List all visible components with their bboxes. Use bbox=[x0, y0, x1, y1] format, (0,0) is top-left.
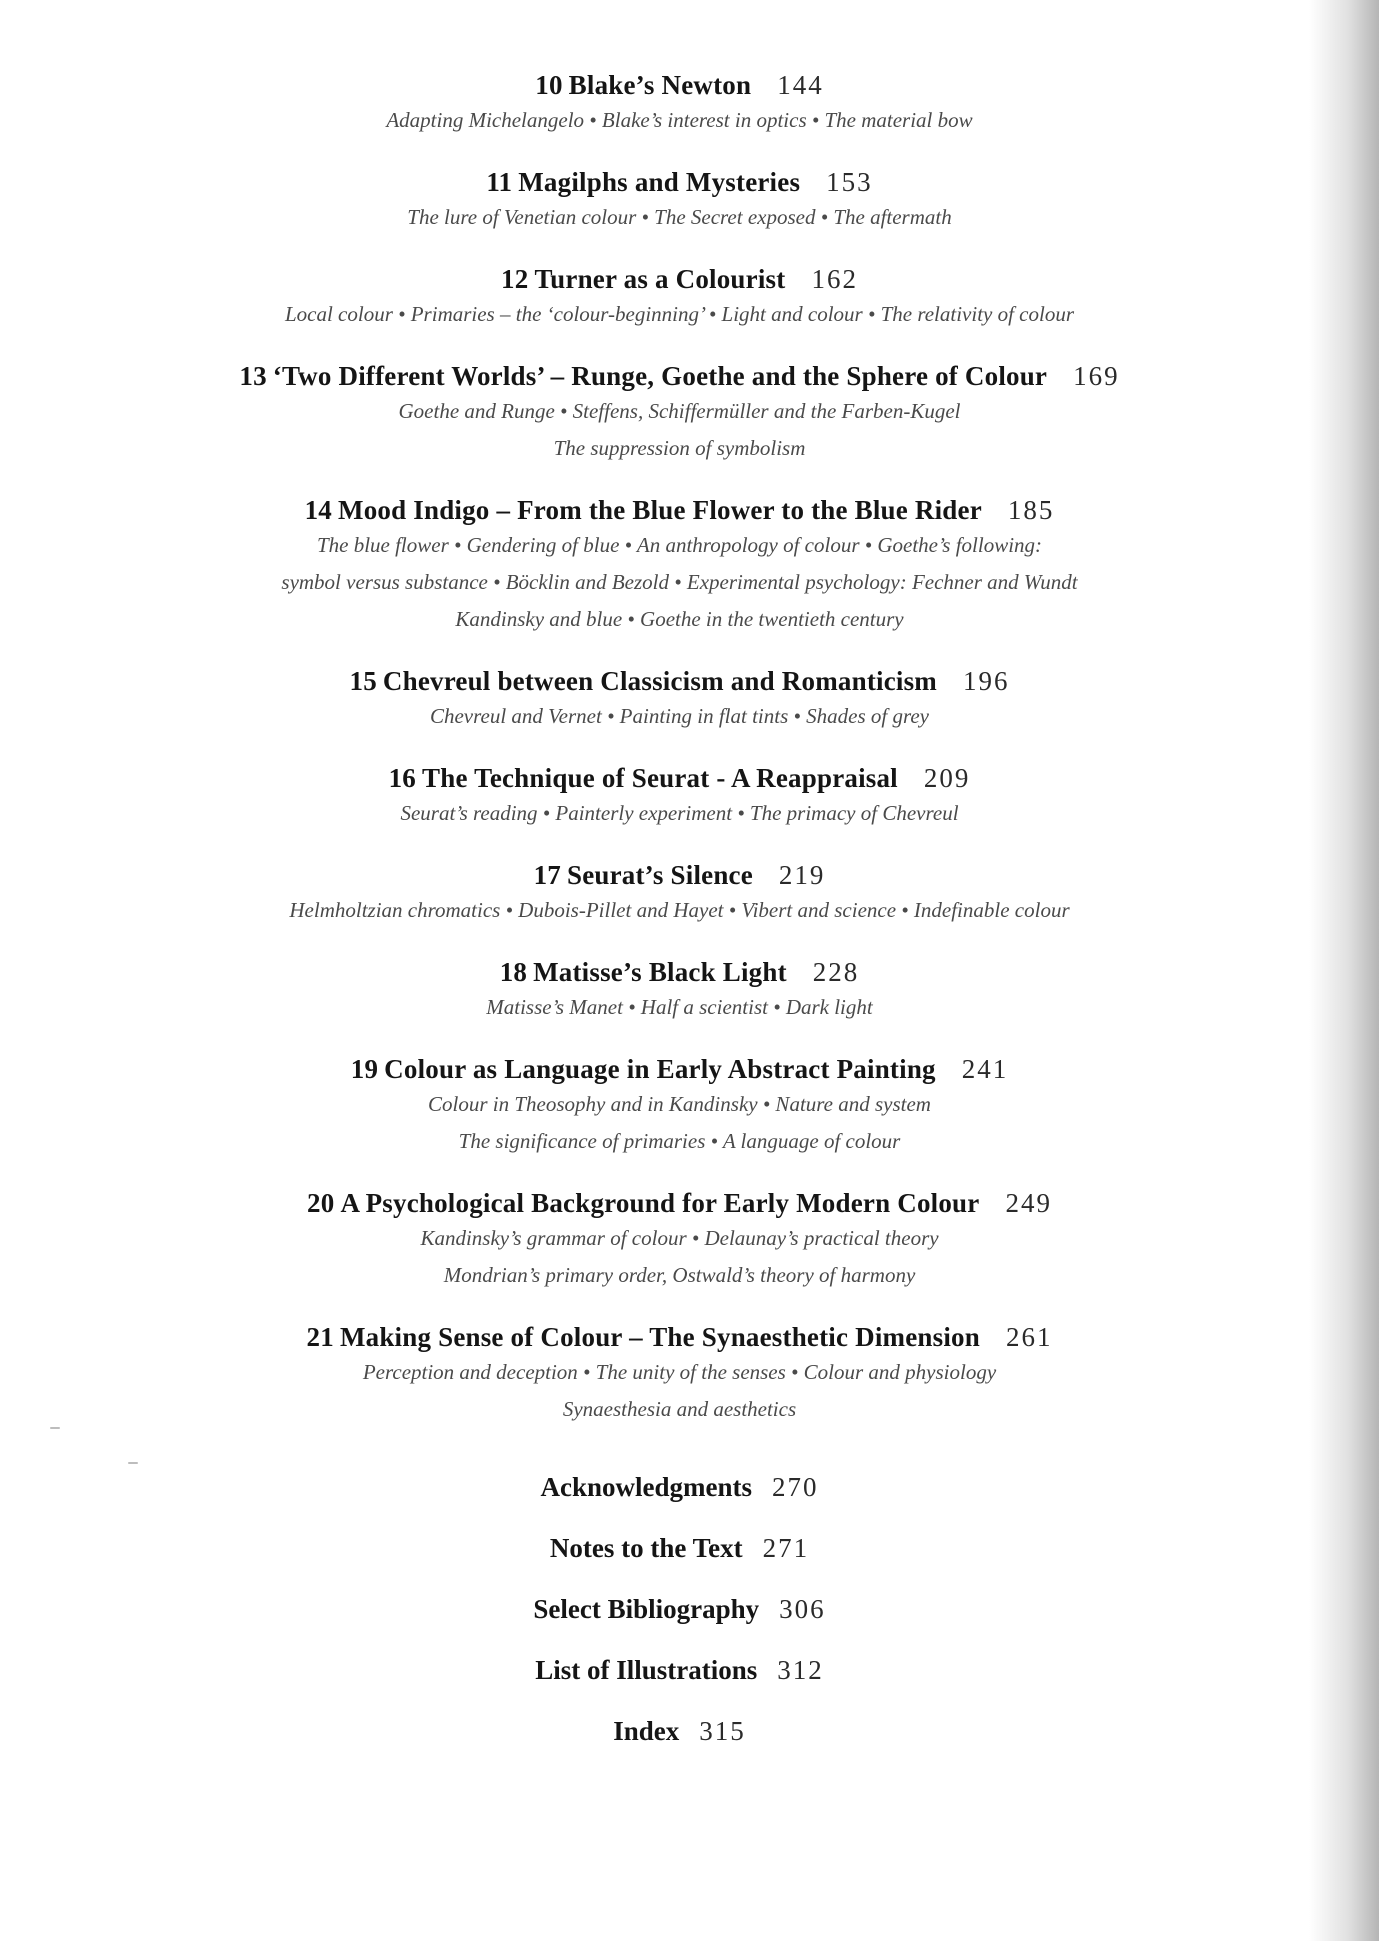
chapter-subtopics: The lure of Venetian colour • The Secret exposed • The aftermath bbox=[407, 205, 952, 229]
back-matter-title: List of Illustrations bbox=[535, 1655, 758, 1685]
chapter-heading bbox=[0, 1052, 1359, 1086]
chapter-title: Colour as Language in Early Abstract Painting bbox=[384, 1054, 936, 1084]
chapter-number: 17 bbox=[533, 860, 561, 890]
page-number: 315 bbox=[699, 1716, 746, 1746]
toc-entry bbox=[0, 359, 1359, 467]
page-number: 162 bbox=[811, 264, 858, 294]
chapter-number: 15 bbox=[349, 666, 377, 696]
chapter-heading bbox=[0, 493, 1359, 527]
chapter-heading bbox=[0, 1186, 1359, 1220]
chapter-number: 16 bbox=[388, 763, 417, 793]
chapter-title: Turner as a Colourist bbox=[534, 264, 786, 294]
chapter-heading bbox=[0, 858, 1359, 892]
chapter-number: 10 bbox=[535, 70, 563, 100]
page-number: 271 bbox=[762, 1533, 810, 1563]
chapter-subtopics: Colour in Theosophy and in Kandinsky • Nature and system bbox=[428, 1092, 931, 1116]
chapter-title: Blake’s Newton bbox=[568, 70, 752, 100]
chapter-subtopics: Helmholtzian chromatics • Dubois-Pillet and Hayet • Vibert and science • Indefinable colour bbox=[289, 898, 1070, 922]
chapter-title: Seurat’s Silence bbox=[566, 860, 753, 890]
chapter-subtopics: Seurat’s reading • Painterly experiment • The primacy of Chevreul bbox=[400, 801, 959, 825]
page-number: 219 bbox=[778, 860, 826, 890]
toc-entry bbox=[0, 761, 1359, 832]
chapter-subtopics: Synaesthesia and aesthetics bbox=[562, 1397, 797, 1421]
chapter-list bbox=[0, 68, 1359, 1428]
chapter-title: The Technique of Seurat - A Reappraisal bbox=[422, 763, 898, 793]
page-number: 306 bbox=[779, 1594, 826, 1624]
chapter-title: Chevreul between Classicism and Romanticism bbox=[382, 666, 937, 696]
chapter-number: 21 bbox=[306, 1322, 334, 1352]
back-matter-entry bbox=[0, 1470, 1359, 1504]
chapter-title: A Psychological Background for Early Modern Colour bbox=[340, 1188, 980, 1218]
back-matter-entry bbox=[0, 1714, 1359, 1748]
chapter-heading bbox=[0, 68, 1359, 102]
back-matter-title: Select Bibliography bbox=[533, 1594, 760, 1624]
chapter-title: ‘Two Different Worlds’ – Runge, Goethe and the Sphere of Colour bbox=[272, 361, 1048, 391]
chapter-heading bbox=[0, 955, 1359, 989]
chapter-number: 14 bbox=[304, 495, 333, 525]
toc-entry bbox=[0, 165, 1359, 236]
chapter-number: 12 bbox=[501, 264, 529, 294]
chapter-subtopics: Kandinsky and blue • Goethe in the twentieth century bbox=[455, 607, 904, 631]
chapter-subtopics: Chevreul and Vernet • Painting in flat tints • Shades of grey bbox=[429, 704, 929, 728]
back-matter-title: Notes to the Text bbox=[549, 1533, 743, 1563]
back-matter-entry bbox=[0, 1653, 1359, 1687]
page-number: 270 bbox=[772, 1472, 819, 1502]
back-matter-list bbox=[0, 1470, 1359, 1748]
toc-entry bbox=[0, 1052, 1359, 1160]
chapter-number: 11 bbox=[486, 167, 513, 197]
chapter-heading bbox=[0, 1320, 1359, 1354]
chapter-number: 13 bbox=[239, 361, 267, 391]
chapter-subtopics: symbol versus substance • Böcklin and Bezold • Experimental psychology: Fechner and Wundt bbox=[281, 570, 1078, 594]
chapter-heading bbox=[0, 165, 1359, 199]
chapter-subtopics: The suppression of symbolism bbox=[553, 436, 806, 460]
page-number: 261 bbox=[1005, 1322, 1053, 1352]
chapter-title: Magilphs and Mysteries bbox=[518, 167, 801, 197]
toc-entry bbox=[0, 664, 1359, 735]
page-number: 185 bbox=[1007, 495, 1055, 525]
page-number: 153 bbox=[826, 167, 873, 197]
page-number: 169 bbox=[1073, 361, 1120, 391]
chapter-subtopics: Matisse’s Manet • Half a scientist • Dark light bbox=[486, 995, 873, 1019]
chapter-title: Making Sense of Colour – The Synaesthetic Dimension bbox=[339, 1322, 980, 1352]
chapter-number: 20 bbox=[307, 1188, 335, 1218]
chapter-subtopics: The significance of primaries • A language of colour bbox=[458, 1129, 901, 1153]
toc-entry bbox=[0, 1320, 1359, 1428]
chapter-title: Mood Indigo – From the Blue Flower to the Blue Rider bbox=[338, 495, 982, 525]
chapter-subtopics: Kandinsky’s grammar of colour • Delaunay’s practical theory bbox=[420, 1226, 939, 1250]
chapter-subtopics: Local colour • Primaries – the ‘colour-beginning’ • Light and colour • The relativity of colour bbox=[284, 302, 1075, 326]
page-number: 249 bbox=[1005, 1188, 1052, 1218]
toc-entry bbox=[0, 1186, 1359, 1294]
chapter-title: Matisse’s Black Light bbox=[533, 957, 787, 987]
page-number: 312 bbox=[777, 1655, 824, 1685]
chapter-heading bbox=[0, 262, 1359, 296]
chapter-heading bbox=[0, 761, 1359, 795]
page-number: 228 bbox=[812, 957, 860, 987]
back-matter-title: Index bbox=[613, 1716, 680, 1746]
chapter-heading bbox=[0, 664, 1359, 698]
toc-entry bbox=[0, 858, 1359, 929]
toc-entry bbox=[0, 955, 1359, 1026]
toc-entry bbox=[0, 262, 1359, 333]
back-matter-title: Acknowledgments bbox=[540, 1472, 752, 1502]
chapter-subtopics: Goethe and Runge • Steffens, Schiffermüller and the Farben-Kugel bbox=[398, 399, 961, 423]
chapter-heading bbox=[0, 359, 1359, 393]
chapter-subtopics: Mondrian’s primary order, Ostwald’s theory of harmony bbox=[443, 1263, 916, 1287]
page-number: 209 bbox=[923, 763, 971, 793]
page-number: 196 bbox=[963, 666, 1010, 696]
chapter-subtopics: Perception and deception • The unity of the senses • Colour and physiology bbox=[362, 1360, 997, 1384]
page-number: 241 bbox=[961, 1054, 1009, 1084]
back-matter-entry bbox=[0, 1531, 1359, 1565]
back-matter-entry bbox=[0, 1592, 1359, 1626]
chapter-number: 19 bbox=[350, 1054, 379, 1084]
page-number: 144 bbox=[777, 70, 824, 100]
table-of-contents bbox=[0, 68, 1359, 1775]
chapter-subtopics: The blue flower • Gendering of blue • An anthropology of colour • Goethe’s following: bbox=[316, 533, 1043, 557]
chapter-subtopics: Adapting Michelangelo • Blake’s interest in optics • The material bow bbox=[386, 108, 973, 132]
toc-entry bbox=[0, 493, 1359, 638]
chapter-number: 18 bbox=[499, 957, 528, 987]
toc-entry bbox=[0, 68, 1359, 139]
